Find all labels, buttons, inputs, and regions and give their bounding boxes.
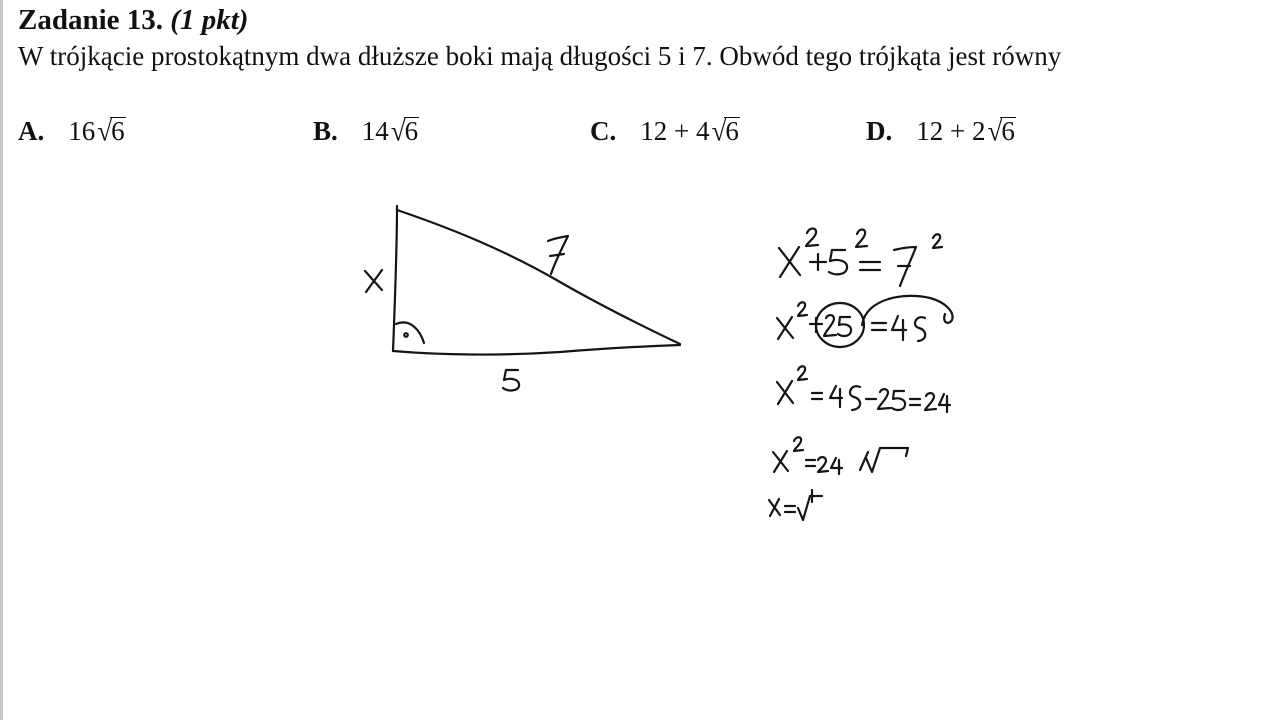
radicand: 6 [111,116,125,146]
answer-prefix: 12 + 2 [916,116,986,146]
handwritten-step-2 [777,296,953,347]
answer-letter: A. [18,116,45,146]
square-root [391,113,419,149]
triangle-hypotenuse [397,210,680,344]
handwritten-step-5 [769,490,822,520]
square-root [711,113,739,149]
radicand: 6 [1001,116,1015,146]
answer-prefix: 12 + 4 [640,116,710,146]
radical-sign-icon: √ [390,115,406,147]
answer-letter: C. [590,116,617,146]
radicand: 6 [725,116,739,146]
task-title: Zadanie 13. [18,4,164,36]
triangle-outline [393,206,680,355]
answer-prefix: 16 [68,116,96,146]
answer-option-d [866,113,1016,149]
answer-option-c [590,113,740,149]
answer-option-a [18,113,126,149]
answer-value [68,113,125,149]
handwritten-step-4 [773,437,908,474]
label-7-glyph [548,236,568,274]
page-left-border [0,0,3,720]
answer-value [362,113,419,149]
task-header [18,2,248,38]
square-root [987,113,1015,149]
radicand: 6 [404,116,419,146]
handwritten-step-3 [777,366,950,412]
triangle-leg-base [393,345,680,355]
triangle-leg-x [393,206,397,351]
handwritten-step-1 [779,229,942,287]
task-question: W trójkącie prostokątnym dwa dłuższe boki mają długości 5 i 7. Obwód tego trójkąta jest równy [18,41,1062,71]
answer-letter: B. [313,116,338,146]
right-angle-mark-icon [396,322,424,343]
answer-value [640,113,740,149]
answer-letter: D. [866,116,893,146]
curved-arrow-icon [862,296,953,325]
task-points: (1 pkt) [170,4,249,36]
answer-option-b [313,113,419,149]
right-angle-dot-icon [404,333,408,337]
square-root [97,113,125,149]
answer-value [916,113,1016,149]
label-x-glyph [365,270,382,292]
label-5-glyph [503,370,519,390]
radical-sign-icon: √ [711,115,727,147]
radical-sign-icon: √ [987,115,1003,147]
radical-sign-icon: √ [97,115,113,147]
circle-mark-icon [816,303,864,347]
answer-prefix: 14 [361,116,389,146]
